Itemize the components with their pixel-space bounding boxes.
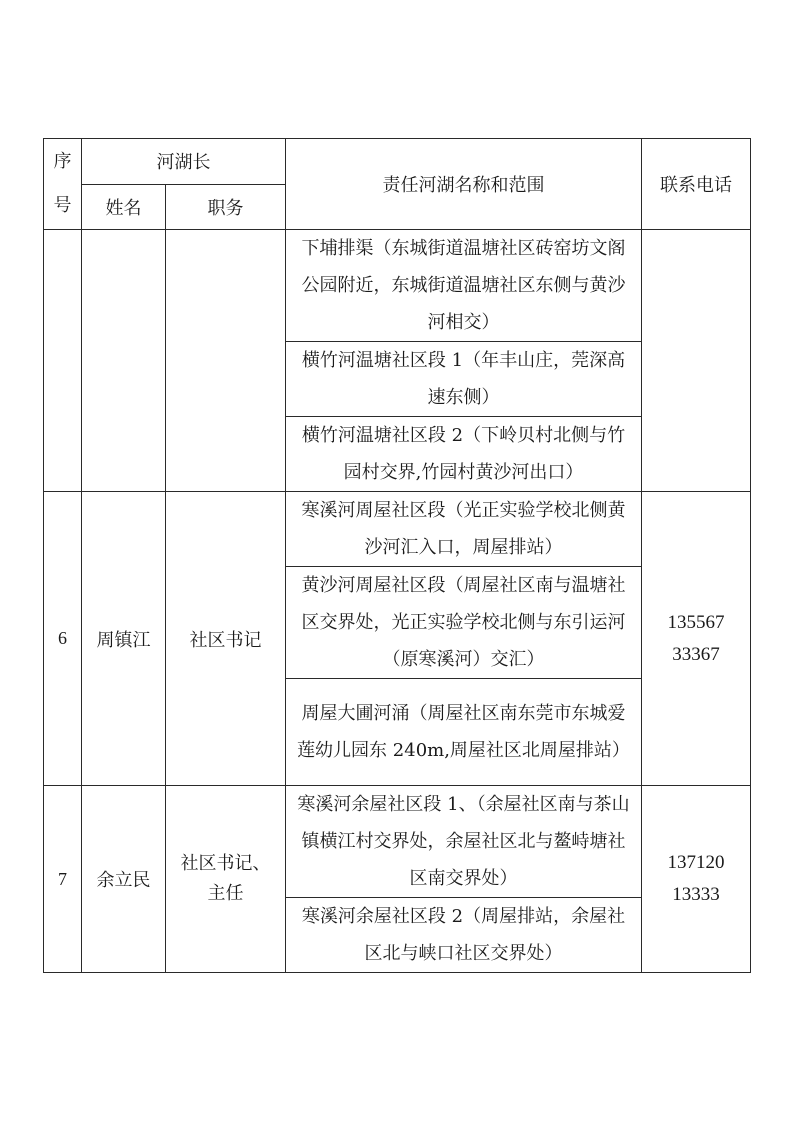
phone-line2: 13333 — [672, 884, 720, 905]
header-phone: 联系电话 — [642, 139, 751, 230]
cont-phone-cell — [642, 230, 751, 492]
header-position: 职务 — [166, 184, 286, 230]
range-cell: 周屋大圃河涌（周屋社区南东莞市东城爱莲幼儿园东 240m,周屋社区北周屋排站） — [286, 679, 642, 786]
range-cell: 黄沙河周屋社区段（周屋社区南与温塘社区交界处，光正实验学校北侧与东引运河（原寒溪河）交汇） — [286, 567, 642, 679]
phone-cell — [642, 786, 751, 973]
phone-line1: 137120 — [667, 852, 725, 873]
river-chief-table — [43, 138, 751, 973]
header-seq — [44, 139, 82, 230]
cont-seq-cell — [44, 230, 82, 492]
position-cell: 社区书记 — [166, 492, 286, 786]
table-row — [44, 492, 751, 567]
header-range: 责任河湖名称和范围 — [286, 139, 642, 230]
header-leader-group: 河湖长 — [82, 139, 286, 185]
position-cell — [166, 786, 286, 973]
table-row — [44, 786, 751, 898]
seq-cell: 6 — [44, 492, 82, 786]
header-seq-line1: 序 — [53, 151, 72, 172]
seq-cell: 7 — [44, 786, 82, 973]
range-cell: 寒溪河周屋社区段（光正实验学校北侧黄沙河汇入口，周屋排站） — [286, 492, 642, 567]
phone-cell — [642, 492, 751, 786]
range-cell: 寒溪河余屋社区段 2（周屋排站，余屋社区北与峡口社区交界处） — [286, 898, 642, 973]
header-seq-line2: 号 — [53, 195, 72, 216]
range-cell: 下埔排渠（东城街道温塘社区砖窑坊文阁公园附近，东城街道温塘社区东侧与黄沙河相交） — [286, 230, 642, 342]
phone-line2: 33367 — [672, 643, 720, 665]
name-cell: 余立民 — [82, 786, 166, 973]
range-cell: 寒溪河余屋社区段 1、（余屋社区南与茶山镇横江村交界处，余屋社区北与鳌峙塘社区南交界处） — [286, 786, 642, 898]
range-cell: 横竹河温塘社区段 2（下岭贝村北侧与竹园村交界,竹园村黄沙河出口） — [286, 417, 642, 492]
range-cell: 横竹河温塘社区段 1（年丰山庄，莞深高速东侧） — [286, 342, 642, 417]
position-line1: 社区书记、 — [180, 853, 271, 874]
table-row — [44, 230, 751, 342]
cont-name-cell — [82, 230, 166, 492]
position-line2: 主任 — [207, 883, 244, 904]
cont-position-cell — [166, 230, 286, 492]
name-cell: 周镇江 — [82, 492, 166, 786]
header-name: 姓名 — [82, 184, 166, 230]
header-row-top — [44, 139, 751, 185]
phone-line1: 135567 — [667, 611, 725, 633]
